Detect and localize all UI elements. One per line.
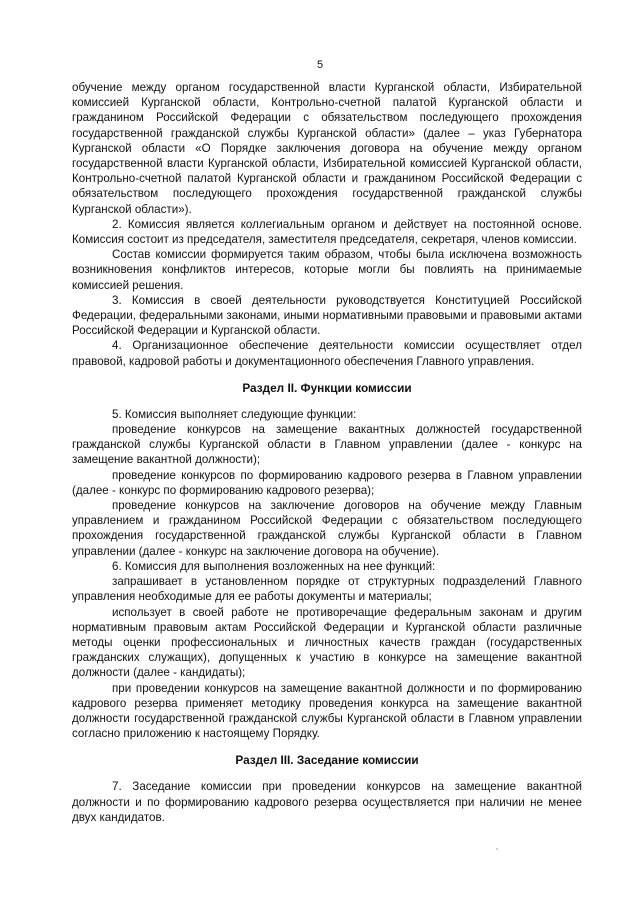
paragraph-function-vacancy-contest: проведение конкурсов на замещение вакантных должностей государственной гражданской службы Курганской области в Главном управлении (далее - конкурс на замещение вакантной должности); (72, 423, 582, 467)
scan-speck (496, 848, 498, 850)
paragraph-assessment-methods: использует в своей работе не противоречащие федеральным законам и другим нормативным правовым актам Российской Федерации и Курганской области различные методы оценки профессиональных и личностных качеств граждан (государственных гражданских служащих), допущенных к участию в конкурсе на замещение вакантной должности (далее - кандидаты); (72, 605, 582, 680)
paragraph-contest-methodology: при проведении конкурсов на замещение вакантной должности и по формированию кадрового резерва применяет методику проведения конкурса на замещение вакантной должности государственной гражданской службы Курганской области в Главном управлении согласно приложению к настоящему Порядку. (72, 681, 582, 741)
section-heading-functions: Раздел II. Функции комиссии (242, 380, 412, 395)
paragraph-item-3: 3. Комиссия в своей деятельности руководствуется Конституцией Российской Федерации, федеральными законами, иными нормативными правовыми и правовыми актами Российской Федерации и Курганской области. (72, 293, 582, 338)
paragraph-item-7: 7. Заседание комиссии при проведении конкурсов на замещение вакантной должности и по формированию кадрового резерва осуществляется при наличии не менее двух кандидатов. (72, 780, 582, 824)
paragraph-function-training-contract: проведение конкурсов на заключение договоров на обучение между Главным управлением и гражданином Российской Федерации с обязательством последующего прохождения государственной гражданской службы Курганской области в Главном управлении (далее - конкурс на заключение договора на обучение). (72, 499, 582, 558)
paragraph-item-2: 2. Комиссия является коллегиальным органом и действует на постоянной основе. Комиссия состоит из председателя, заместителя председателя, секретаря, членов комиссии. (72, 217, 582, 247)
document-body (72, 80, 582, 825)
paragraph-commission-composition: Состав комиссии формируется таким образом, чтобы была исключена возможность возникновения конфликтов интересов, которые могли бы повлиять на принимаемые комиссией решения. (72, 248, 582, 292)
paragraph-function-reserve-contest: проведение конкурсов по формированию кадрового резерва в Главном управлении (далее - конкурс по формированию кадрового резерва); (72, 468, 582, 497)
paragraph-item-6: 6. Комиссия для выполнения возложенных на нее функций: (112, 559, 436, 573)
paragraph-decree-reference: обучение между органом государственной власти Курганской области, Избирательной комиссией Курганской области, Контрольно-счетной палатой Курганской области и гражданином Российской Федерации с обязательством последующего прохождения государственной гражданской службы Курганской области» (далее – указ Губернатора Курганской области «О Порядке заключения договора на обучение между органом государственной власти Курганской области, Избирательной комиссией Курганской области, Контрольно-счетной палатой Курганской области и гражданином Российской Федерации с обязательством последующего прохождения государственной гражданской службы Курганской области»). (72, 81, 582, 216)
paragraph-item-5: 5. Комиссия выполняет следующие функции: (112, 407, 357, 421)
section-heading-meeting: Раздел III. Заседание комиссии (235, 753, 419, 768)
paragraph-item-4: 4. Организационное обеспечение деятельности комиссии осуществляет отдел правовой, кадровой работы и документационного обеспечения Главного управления. (72, 339, 582, 368)
paragraph-requests-documents: запрашивает в установленном порядке от структурных подразделений Главного управления необходимые для ее работы документы и материалы; (72, 575, 582, 604)
page-number: 5 (316, 59, 324, 71)
